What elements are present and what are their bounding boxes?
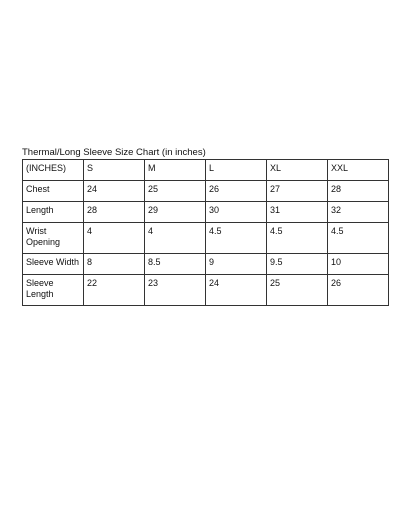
header-cell-xxl: XXL bbox=[328, 160, 389, 181]
table-cell: 4.5 bbox=[206, 223, 267, 254]
row-label-length: Length bbox=[23, 202, 84, 223]
row-label-wrist-opening: Wrist Opening bbox=[23, 223, 84, 254]
row-label-chest: Chest bbox=[23, 181, 84, 202]
table-cell: 27 bbox=[267, 181, 328, 202]
header-cell-xl: XL bbox=[267, 160, 328, 181]
header-cell-units: (INCHES) bbox=[23, 160, 84, 181]
table-cell: 29 bbox=[145, 202, 206, 223]
table-cell: 25 bbox=[145, 181, 206, 202]
table-row-chest bbox=[23, 181, 389, 202]
table-cell: 4.5 bbox=[328, 223, 389, 254]
table-cell: 26 bbox=[328, 275, 389, 306]
table-cell: 25 bbox=[267, 275, 328, 306]
table-cell: 9.5 bbox=[267, 254, 328, 275]
table-cell: 32 bbox=[328, 202, 389, 223]
table-row-sleeve-length bbox=[23, 275, 389, 306]
size-chart-table bbox=[22, 159, 389, 306]
row-label-sleeve-length: Sleeve Length bbox=[23, 275, 84, 306]
row-label-sleeve-width: Sleeve Width bbox=[23, 254, 84, 275]
table-cell: 22 bbox=[84, 275, 145, 306]
header-cell-l: L bbox=[206, 160, 267, 181]
header-cell-s: S bbox=[84, 160, 145, 181]
table-cell: 4 bbox=[145, 223, 206, 254]
table-cell: 8.5 bbox=[145, 254, 206, 275]
header-cell-m: M bbox=[145, 160, 206, 181]
table-cell: 28 bbox=[84, 202, 145, 223]
table-cell: 30 bbox=[206, 202, 267, 223]
table-cell: 26 bbox=[206, 181, 267, 202]
table-cell: 8 bbox=[84, 254, 145, 275]
table-cell: 9 bbox=[206, 254, 267, 275]
size-chart-title: Thermal/Long Sleeve Size Chart (in inches) bbox=[22, 147, 206, 158]
table-header-row bbox=[23, 160, 389, 181]
table-cell: 4.5 bbox=[267, 223, 328, 254]
table-cell: 28 bbox=[328, 181, 389, 202]
table-cell: 4 bbox=[84, 223, 145, 254]
table-cell: 31 bbox=[267, 202, 328, 223]
table-cell: 24 bbox=[206, 275, 267, 306]
table-cell: 23 bbox=[145, 275, 206, 306]
table-row-length bbox=[23, 202, 389, 223]
table-row-sleeve-width bbox=[23, 254, 389, 275]
table-cell: 10 bbox=[328, 254, 389, 275]
table-row-wrist-opening bbox=[23, 223, 389, 254]
table-cell: 24 bbox=[84, 181, 145, 202]
